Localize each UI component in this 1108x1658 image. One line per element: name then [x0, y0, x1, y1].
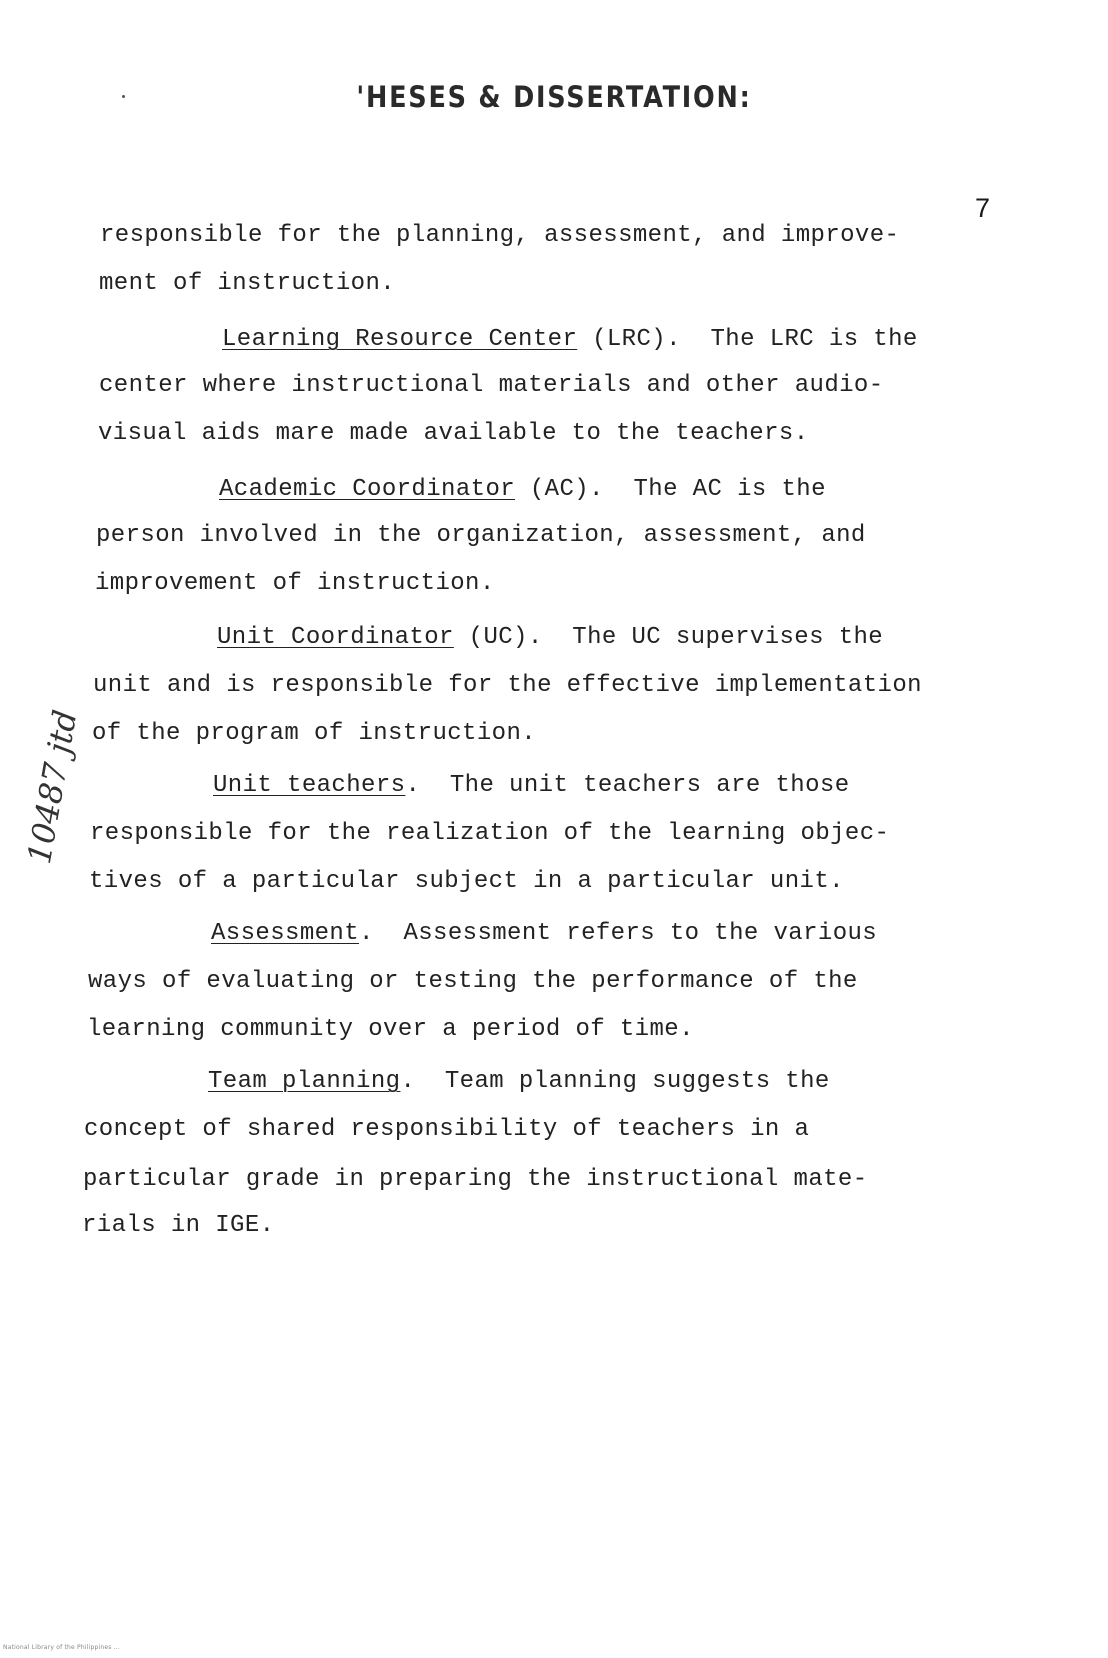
- handwritten-margin-note: 10487 jtd: [20, 707, 85, 867]
- paragraph-line: responsible for the realization of the learning objec-: [90, 820, 890, 847]
- paragraph-line: visual aids mare made available to the teachers.: [98, 420, 809, 447]
- definition-team-planning: [208, 1068, 830, 1095]
- paragraph-line: responsible for the planning, assessment, and improve-: [100, 222, 900, 249]
- page-number: 7: [975, 193, 991, 223]
- term-learning-resource-center: Learning Resource Center: [222, 326, 578, 353]
- paragraph-line: person involved in the organization, assessment, and: [96, 522, 866, 549]
- definition-text: . Assessment refers to the various: [359, 920, 878, 947]
- paragraph-line: unit and is responsible for the effective implementation: [93, 672, 922, 699]
- term-academic-coordinator: Academic Coordinator: [219, 476, 516, 503]
- paragraph-line: of the program of instruction.: [92, 720, 537, 747]
- paragraph-line: tives of a particular subject in a particular unit.: [89, 868, 844, 895]
- definition-text: (UC). The UC supervises the: [453, 624, 884, 651]
- definition-text: . The unit teachers are those: [405, 772, 850, 799]
- definition-lrc: [222, 326, 918, 353]
- paragraph-line: learning community over a period of time.: [87, 1016, 694, 1043]
- term-unit-coordinator: Unit Coordinator: [217, 624, 454, 651]
- term-assessment: Assessment: [211, 920, 360, 947]
- term-team-planning: Team planning: [208, 1068, 401, 1095]
- definition-assessment: [211, 920, 877, 947]
- header-stamp: 'HESES & DISSERTATION:: [356, 80, 752, 114]
- definition-ac: [219, 476, 826, 503]
- definition-text: (AC). The AC is the: [515, 476, 826, 503]
- paragraph-line: center where instructional materials and other audio-: [99, 372, 884, 399]
- paragraph-line: ways of evaluating or testing the performance of the: [88, 968, 858, 995]
- definition-text: . Team planning suggests the: [400, 1068, 830, 1095]
- definition-unit-teachers: [213, 772, 850, 799]
- term-unit-teachers: Unit teachers: [213, 772, 406, 799]
- paragraph-line: improvement of instruction.: [95, 570, 495, 597]
- definition-text: (LRC). The LRC is the: [577, 326, 918, 353]
- paragraph-line: rials in IGE.: [82, 1212, 275, 1239]
- paragraph-line: concept of shared responsibility of teachers in a: [84, 1116, 810, 1143]
- footer-note: National Library of the Philippines ...: [3, 1644, 120, 1651]
- definition-uc: [217, 624, 883, 651]
- paragraph-line: particular grade in preparing the instructional mate-: [83, 1166, 868, 1193]
- paragraph-line: ment of instruction.: [99, 270, 396, 297]
